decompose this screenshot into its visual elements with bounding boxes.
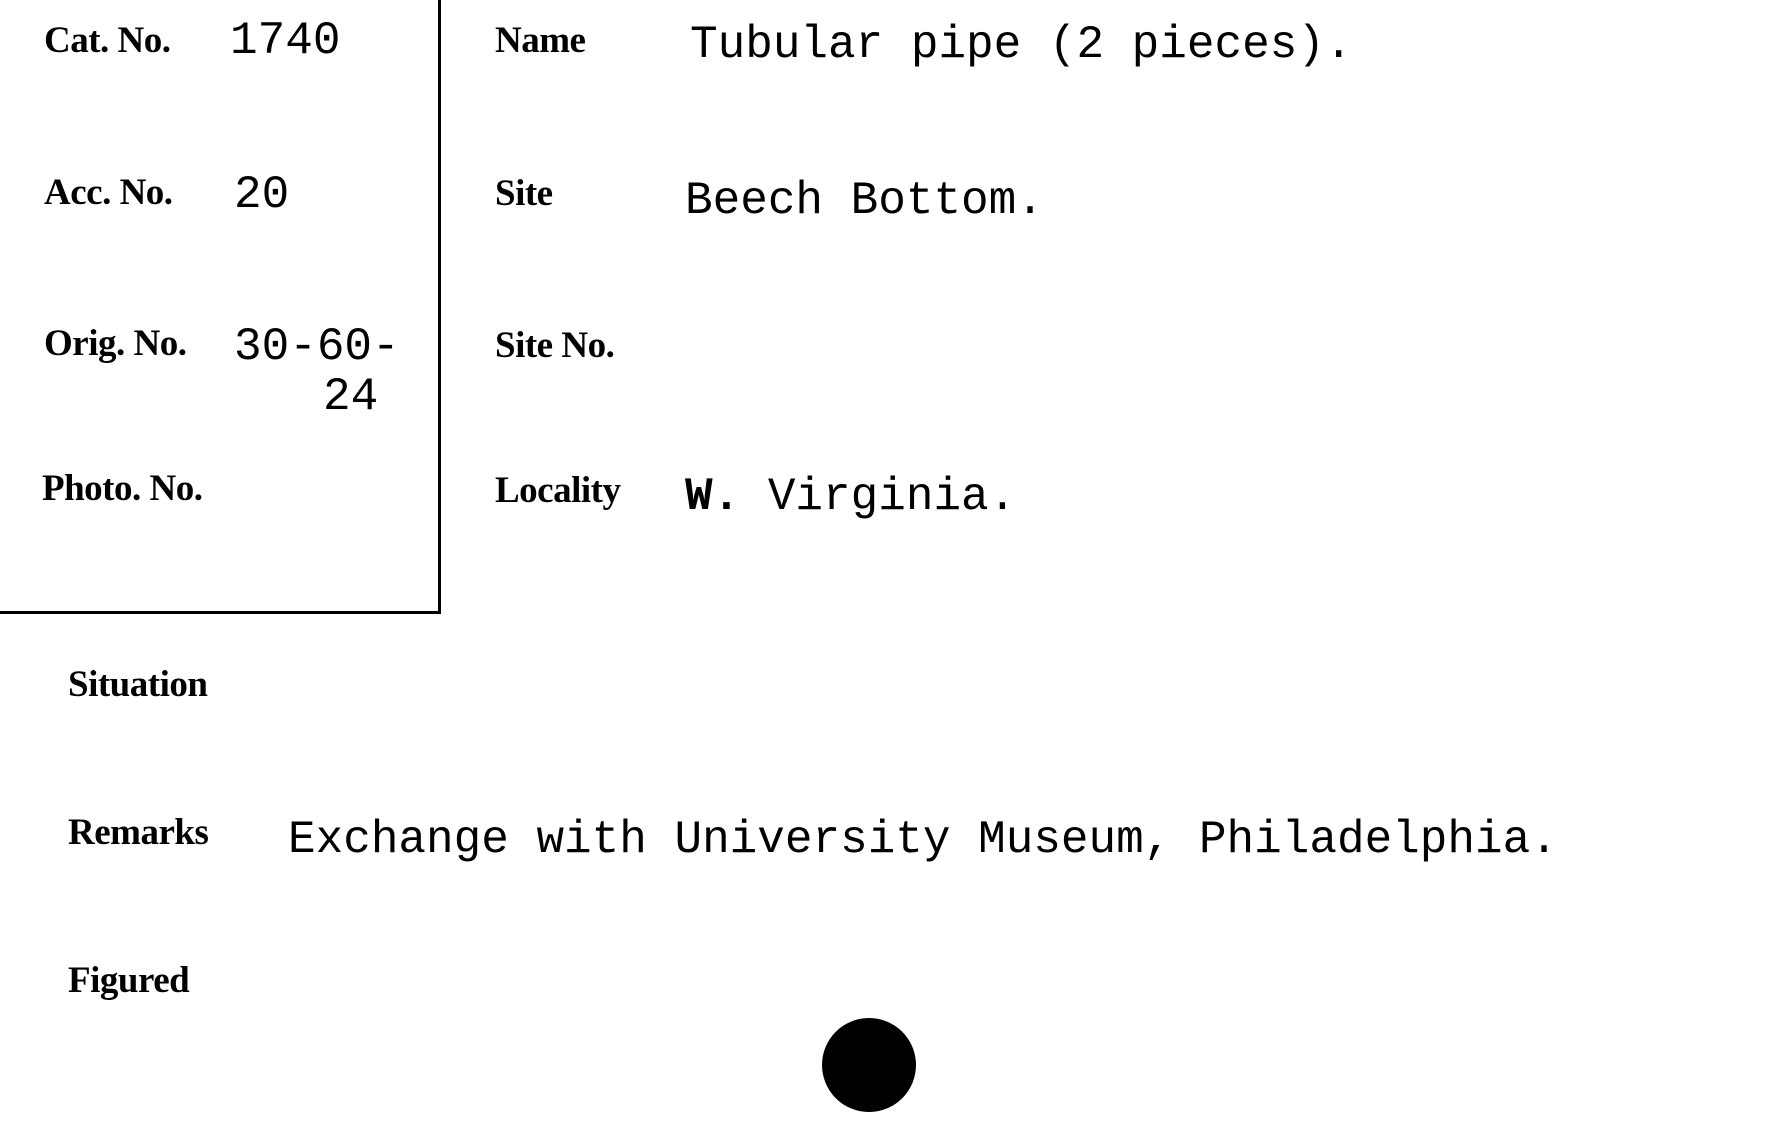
box-border-right xyxy=(438,0,441,614)
orig-no-label: Orig. No. xyxy=(44,323,187,364)
locality-value-prefix: W. xyxy=(685,471,741,523)
remarks-label: Remarks xyxy=(68,812,209,853)
orig-no-value-line1: 30-60- xyxy=(234,321,400,373)
box-border-bottom xyxy=(0,611,441,614)
acc-no-value: 20 xyxy=(234,169,290,221)
punch-hole xyxy=(822,1018,916,1112)
site-no-label: Site No. xyxy=(495,325,615,366)
locality-value-rest: Virginia. xyxy=(767,471,1017,523)
situation-label: Situation xyxy=(68,664,208,705)
acc-no-label: Acc. No. xyxy=(44,172,173,213)
site-label: Site xyxy=(495,173,553,214)
remarks-value: Exchange with University Museum, Philadelphia. xyxy=(288,814,1558,866)
name-label: Name xyxy=(495,20,586,61)
orig-no-value-line2: 24 xyxy=(323,371,379,423)
cat-no-label: Cat. No. xyxy=(44,20,171,61)
locality-label: Locality xyxy=(495,470,621,511)
figured-label: Figured xyxy=(68,960,190,1001)
cat-no-value: 1740 xyxy=(230,15,341,67)
site-value: Beech Bottom. xyxy=(685,175,1044,227)
locality-value xyxy=(685,471,1017,523)
name-value: Tubular pipe (2 pieces). xyxy=(690,19,1353,71)
photo-no-label: Photo. No. xyxy=(42,468,203,509)
